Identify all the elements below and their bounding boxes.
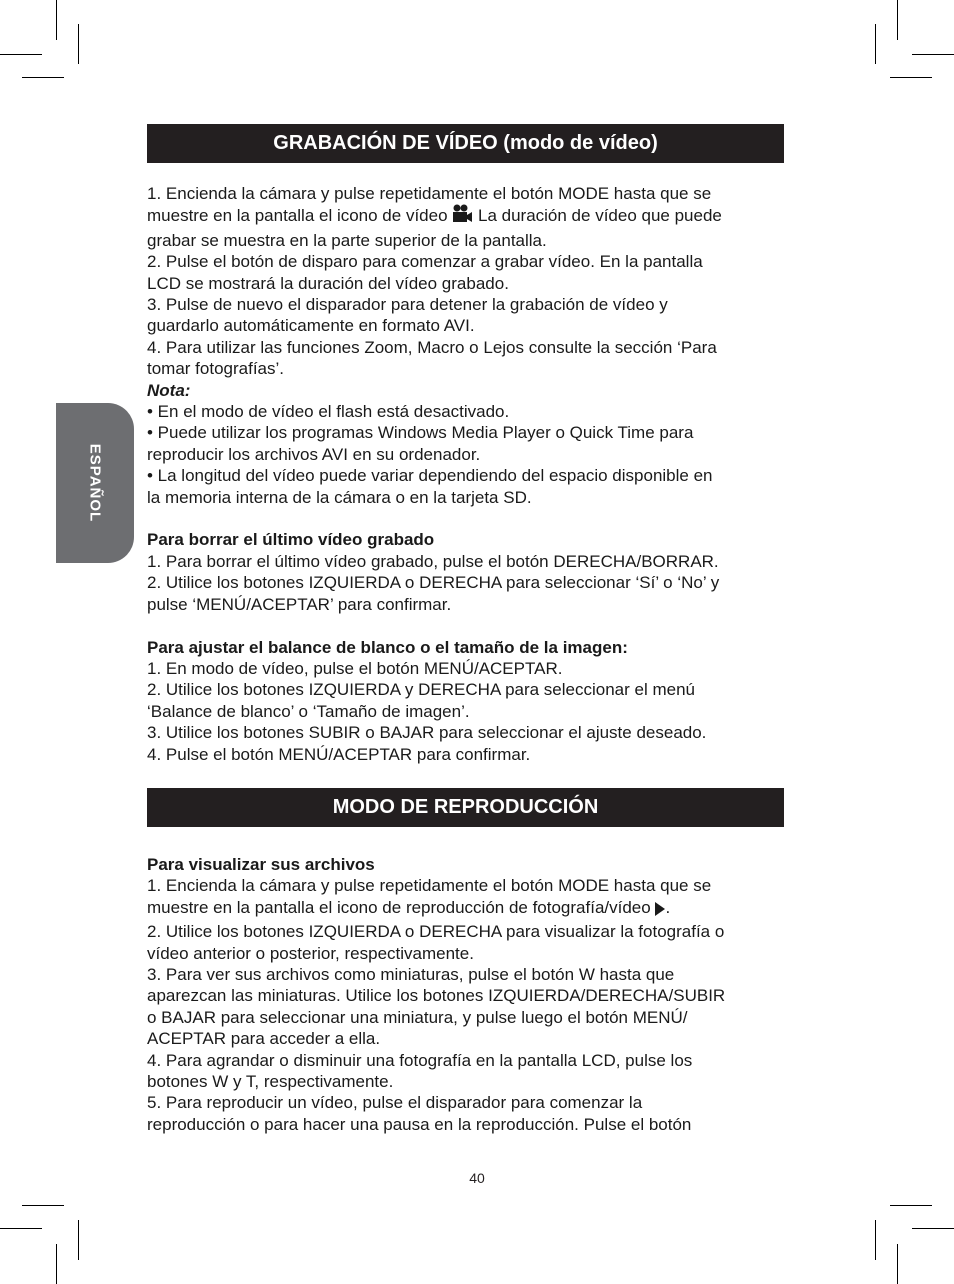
text-line: 4. Para utilizar las funciones Zoom, Macro o Lejos consulte la sección ‘Para	[147, 337, 717, 357]
crop-mark	[875, 1220, 876, 1260]
note-label: Nota:	[147, 380, 191, 400]
text-line: LCD se mostrará la duración del vídeo grabado.	[147, 273, 509, 293]
video-recording-body	[147, 183, 787, 765]
text-line: ‘Balance de blanco’ o ‘Tamaño de imagen’.	[147, 701, 470, 721]
subheading-delete: Para borrar el último vídeo grabado	[147, 530, 435, 550]
text-line: o BAJAR para seleccionar una miniatura, y pulse luego el botón MENÚ/	[147, 1007, 688, 1027]
subheading-white-balance: Para ajustar el balance de blanco o el tamaño de la imagen:	[147, 637, 628, 657]
text-span: .	[665, 897, 671, 917]
text-line: 3. Pulse de nuevo el disparador para detener la grabación de vídeo y	[147, 295, 668, 315]
text-line: ACEPTAR para acceder a ella.	[147, 1029, 381, 1049]
text-span: muestre en la pantalla el icono de vídeo	[147, 206, 448, 226]
crop-mark	[0, 1228, 42, 1229]
text-line: reproducción o para hacer una pausa en la reproducción. Pulse el botón	[147, 1114, 692, 1134]
video-camera-icon	[452, 204, 473, 229]
language-tab-label: ESPAÑOL	[86, 443, 104, 523]
crop-mark	[890, 77, 932, 78]
text-line: 1. Para borrar el último vídeo grabado, pulse el botón DERECHA/BORRAR.	[147, 551, 719, 571]
play-icon	[655, 900, 665, 921]
crop-mark	[78, 24, 79, 64]
text-line: 2. Utilice los botones IZQUIERDA o DERECHA para seleccionar ‘Sí’ o ‘No’ y	[147, 573, 720, 593]
crop-mark	[56, 1244, 57, 1284]
text-line: 2. Pulse el botón de disparo para comenzar a grabar vídeo. En la pantalla	[147, 252, 703, 272]
crop-mark	[22, 77, 64, 78]
text-line: 1. En modo de vídeo, pulse el botón MENÚ/ACEPTAR.	[147, 658, 563, 678]
text-line: aparezcan las miniaturas. Utilice los botones IZQUIERDA/DERECHA/SUBIR	[147, 986, 726, 1006]
section-title-playback: MODO DE REPRODUCCIÓN	[147, 788, 784, 827]
crop-mark	[875, 24, 876, 64]
text-line: la memoria interna de la cámara o en la tarjeta SD.	[147, 487, 532, 507]
text-span: La duración de vídeo que puede	[473, 206, 722, 226]
subheading-view-files: Para visualizar sus archivos	[147, 855, 375, 874]
text-line: 1. Encienda la cámara y pulse repetidamente el botón MODE hasta que se	[147, 876, 712, 896]
crop-mark	[56, 0, 57, 40]
text-line: reproducir los archivos AVI en su ordenador.	[147, 444, 481, 464]
text-line: grabar se muestra en la parte superior de la pantalla.	[147, 230, 547, 250]
text-line: 3. Para ver sus archivos como miniaturas, pulse el botón W hasta que	[147, 965, 675, 985]
text-line: botones W y T, respectivamente.	[147, 1072, 394, 1092]
text-line: • Puede utilizar los programas Windows Media Player o Quick Time para	[147, 423, 694, 443]
crop-mark	[22, 1205, 64, 1206]
crop-mark	[912, 1228, 954, 1229]
section-title-video-recording: GRABACIÓN DE VÍDEO (modo de vídeo)	[147, 124, 784, 163]
text-line: 1. Encienda la cámara y pulse repetidamente el botón MODE hasta que se	[147, 184, 712, 203]
text-line: pulse ‘MENÚ/ACEPTAR’ para confirmar.	[147, 594, 452, 614]
crop-mark	[890, 1205, 932, 1206]
crop-mark	[912, 54, 954, 55]
text-span: muestre en la pantalla el icono de reproducción de fotografía/vídeo	[147, 897, 651, 917]
text-line: 2. Utilice los botones IZQUIERDA y DERECHA para seleccionar el menú	[147, 680, 696, 700]
text-line: tomar fotografías’.	[147, 359, 285, 379]
text-line: • La longitud del vídeo puede variar dependiendo del espacio disponible en	[147, 466, 713, 486]
text-line: 5. Para reproducir un vídeo, pulse el disparador para comenzar la	[147, 1093, 643, 1113]
spacer	[147, 615, 787, 636]
text-line: 2. Utilice los botones IZQUIERDA o DERECHA para visualizar la fotografía o	[147, 922, 725, 942]
text-line: 3. Utilice los botones SUBIR o BAJAR para seleccionar el ajuste deseado.	[147, 723, 707, 743]
crop-mark	[897, 0, 898, 40]
page-number: 40	[469, 1170, 485, 1186]
text-line: vídeo anterior o posterior, respectivamente.	[147, 943, 474, 963]
text-line: guardarlo automáticamente en formato AVI.	[147, 316, 475, 336]
playback-body	[147, 854, 787, 1135]
text-line	[147, 204, 787, 229]
text-line: 4. Para agrandar o disminuir una fotografía en la pantalla LCD, pulse los	[147, 1050, 693, 1070]
text-line	[147, 897, 787, 921]
spacer	[147, 508, 787, 529]
crop-mark	[897, 1244, 898, 1284]
text-line: • En el modo de vídeo el flash está desactivado.	[147, 402, 510, 422]
text-line: 4. Pulse el botón MENÚ/ACEPTAR para confirmar.	[147, 744, 531, 764]
crop-mark	[78, 1220, 79, 1260]
crop-mark	[0, 54, 42, 55]
